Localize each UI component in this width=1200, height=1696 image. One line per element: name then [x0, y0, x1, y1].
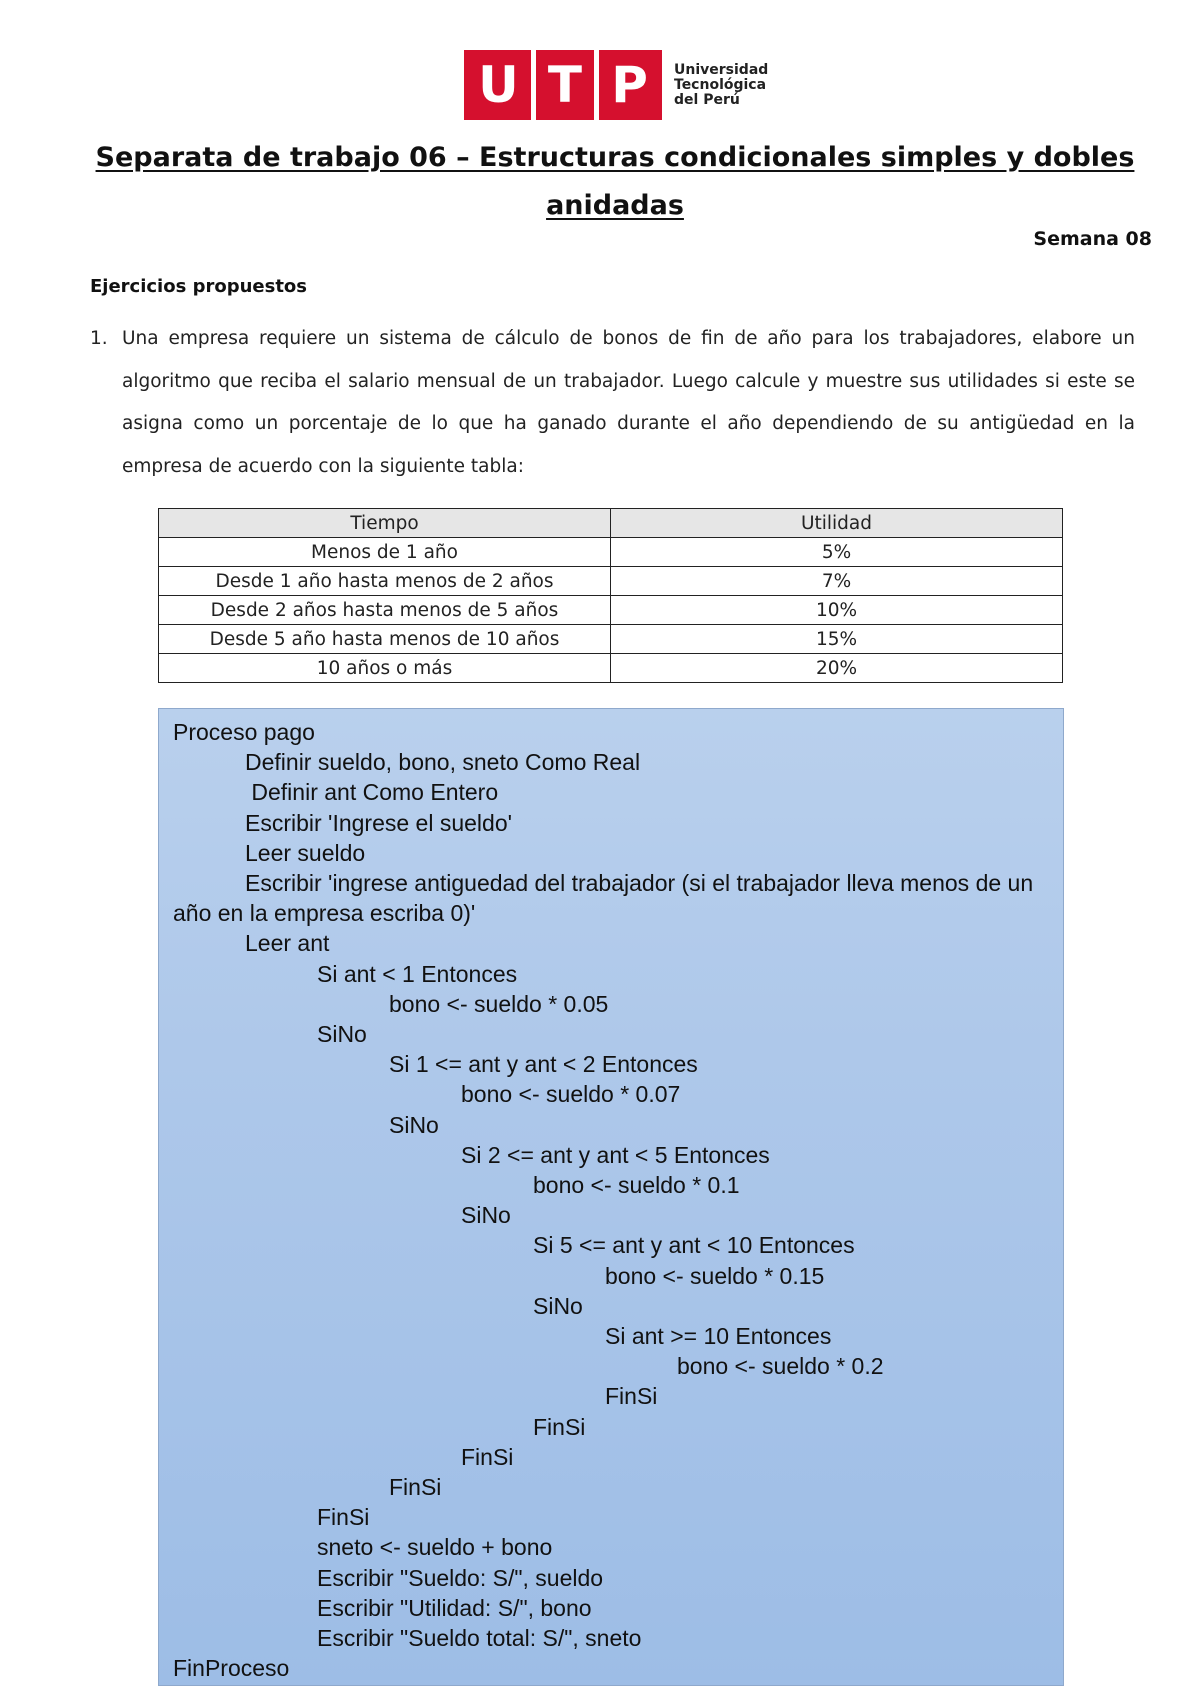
code-line: Escribir 'ingrese antiguedad del trabajador (si el trabajador lleva menos de un año en la empresa escriba 0)' — [173, 870, 1040, 927]
table-cell-tiempo: Desde 2 años hasta menos de 5 años — [159, 596, 611, 625]
code-line: Escribir 'Ingrese el sueldo' — [245, 809, 513, 836]
logo-separator — [594, 50, 599, 120]
code-line: sneto <- sueldo + bono — [317, 1534, 553, 1561]
code-line: bono <- sueldo * 0.15 — [605, 1262, 825, 1289]
code-line: Si 1 <= ant y ant < 2 Entonces — [389, 1051, 698, 1078]
code-line: bono <- sueldo * 0.1 — [533, 1172, 740, 1199]
code-line: Escribir "Sueldo total: S/", sneto — [317, 1625, 642, 1652]
table-header-row — [159, 509, 1063, 538]
logo-letter-u: U — [478, 56, 519, 114]
code-line: Escribir "Sueldo: S/", sueldo — [317, 1564, 604, 1591]
exercise-item — [90, 318, 1135, 488]
table-row — [159, 538, 1063, 567]
code-line: FinSi — [461, 1443, 514, 1470]
table-cell-utilidad: 7% — [611, 567, 1063, 596]
code-line: Si 5 <= ant y ant < 10 Entonces — [533, 1232, 855, 1259]
table-row — [159, 567, 1063, 596]
logo-line: Tecnológica — [674, 76, 767, 93]
table-cell-tiempo: Desde 1 año hasta menos de 2 años — [159, 567, 611, 596]
logo-line: Universidad — [674, 61, 769, 78]
utp-logo — [464, 50, 768, 120]
code-line: FinSi — [317, 1504, 370, 1531]
table-cell-utilidad: 10% — [611, 596, 1063, 625]
code-line: bono <- sueldo * 0.07 — [461, 1081, 681, 1108]
code-line: Definir sueldo, bono, sneto Como Real — [245, 749, 641, 776]
code-line: Leer sueldo — [245, 839, 366, 866]
pseudocode-box — [158, 708, 1064, 1686]
code-line: bono <- sueldo * 0.05 — [389, 990, 609, 1017]
exercise-number: 1. — [90, 328, 108, 349]
exercise-text: Una empresa requiere un sistema de cálculo de bonos de fin de año para los trabajadores, elabore un algoritmo que reciba el salario mensual de un trabajador. Luego calcule y muestre sus utilidades si este se asigna como un porcentaje de lo que ha ganado durante el año dependiendo de su antigüedad en la empresa de acuerdo con la siguiente tabla: — [122, 328, 1135, 477]
code-line: FinProceso — [173, 1655, 290, 1682]
code-line: Si 2 <= ant y ant < 5 Entonces — [461, 1141, 770, 1168]
table-row — [159, 596, 1063, 625]
code-line: Escribir "Utilidad: S/", bono — [317, 1594, 592, 1621]
logo-separator — [531, 50, 536, 120]
table-cell-utilidad: 15% — [611, 625, 1063, 654]
utility-table — [158, 508, 1063, 683]
code-line: SiNo — [461, 1202, 511, 1229]
code-line: SiNo — [533, 1292, 583, 1319]
logo-line: del Perú — [674, 91, 740, 108]
code-line: SiNo — [389, 1111, 439, 1138]
table-cell-utilidad: 5% — [611, 538, 1063, 567]
table-row — [159, 625, 1063, 654]
table-cell-tiempo: Desde 5 año hasta menos de 10 años — [159, 625, 611, 654]
column-header-tiempo: Tiempo — [159, 509, 611, 538]
code-line: FinSi — [389, 1474, 442, 1501]
code-line: Si ant < 1 Entonces — [317, 960, 518, 987]
week-label: Semana 08 — [1033, 228, 1152, 250]
logo-wordmark — [674, 63, 768, 108]
code-line: Si ant >= 10 Entonces — [605, 1323, 832, 1350]
code-line: bono <- sueldo * 0.2 — [677, 1353, 884, 1380]
code-line: FinSi — [533, 1413, 586, 1440]
code-line: Proceso pago — [173, 719, 315, 745]
logo-letter-t: T — [547, 56, 583, 114]
table-row — [159, 654, 1063, 683]
code-line: Leer ant — [245, 930, 330, 957]
code-line: SiNo — [317, 1021, 367, 1048]
document-title: Separata de trabajo 06 – Estructuras condicionales simples y dobles anidadas — [95, 142, 1135, 221]
code-line: Definir ant Como Entero — [245, 779, 499, 806]
code-line: FinSi — [605, 1383, 658, 1410]
section-title: Ejercicios propuestos — [90, 276, 308, 297]
table-cell-tiempo: Menos de 1 año — [159, 538, 611, 567]
table-cell-tiempo: 10 años o más — [159, 654, 611, 683]
column-header-utilidad: Utilidad — [611, 509, 1063, 538]
logo-letter-p: P — [611, 56, 648, 114]
logo-mark — [464, 50, 662, 120]
table-cell-utilidad: 20% — [611, 654, 1063, 683]
